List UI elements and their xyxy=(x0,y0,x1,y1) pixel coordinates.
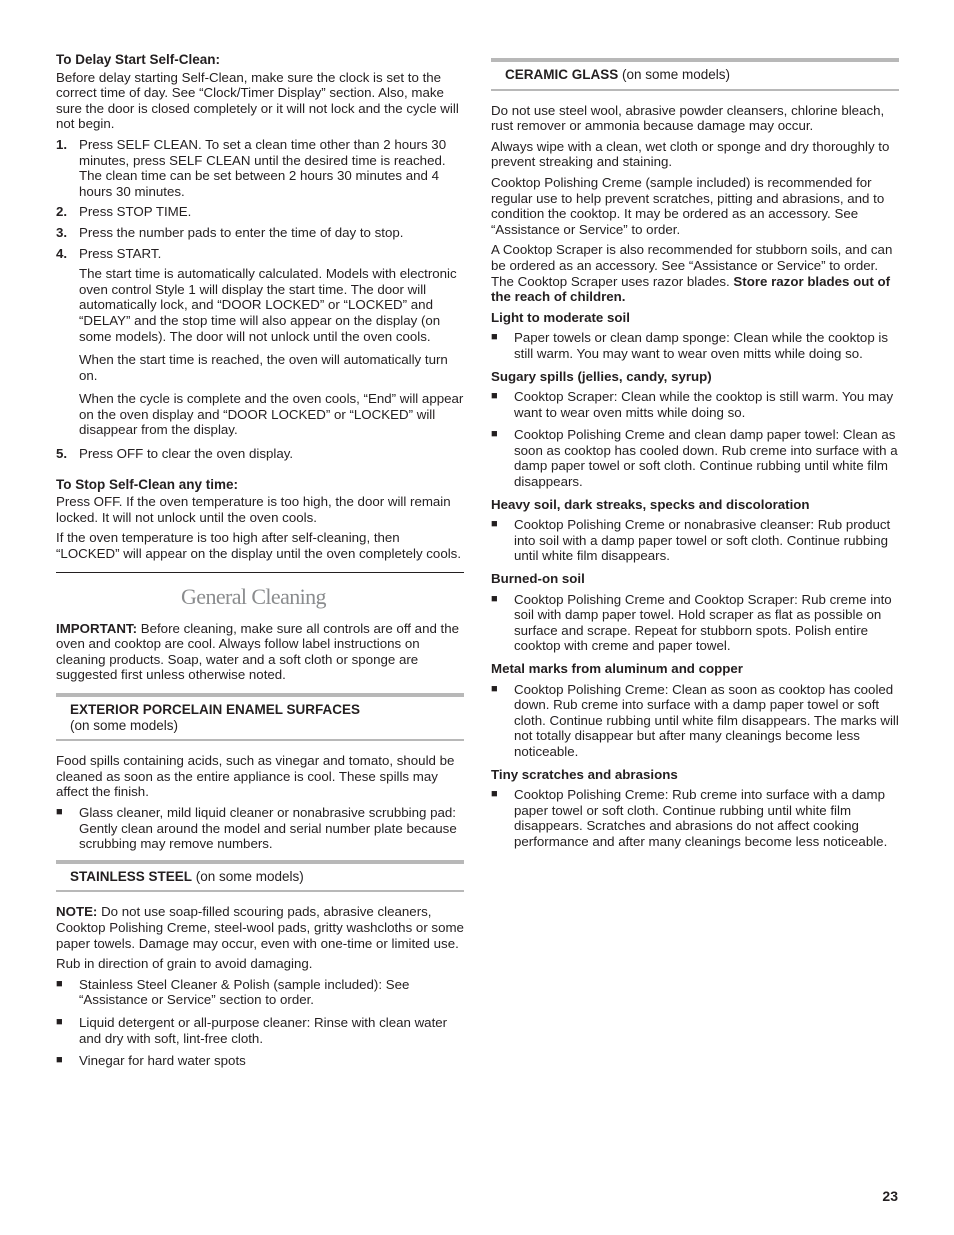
bullet-square-icon: ■ xyxy=(56,1054,63,1067)
bullet-square-icon: ■ xyxy=(56,805,63,818)
list-item xyxy=(56,1053,464,1069)
soil-heading: Tiny scratches and abrasions xyxy=(491,766,678,782)
list-item-text: Paper towels or clean damp sponge: Clean while the cooktop is still warm. You may want to wear oven mitts while doing so. xyxy=(514,330,889,361)
list-item xyxy=(491,517,899,564)
porcelain-text: Food spills containing acids, such as vinegar and tomato, should be cleaned as soon as the entire appliance is cool. These spills may affect the finish. xyxy=(56,753,455,800)
list-item xyxy=(491,592,899,654)
step-text: Press SELF CLEAN. To set a clean time other than 2 hours 30 minutes, press SELF CLEAN until the desired time is reached. The clean time can be set between 2 hours 30 minutes and 4 hours 30 minutes. xyxy=(79,136,447,199)
bullet-square-icon: ■ xyxy=(491,682,498,695)
step-number: 1. xyxy=(56,136,68,152)
step-text: Press STOP TIME. xyxy=(79,204,192,220)
bullet-square-icon: ■ xyxy=(56,977,63,990)
soil-bullets xyxy=(491,517,899,564)
section-title-note: (on some models) xyxy=(192,868,304,884)
ceramic-text: Do not use steel wool, abrasive powder cleansers, chlorine bleach, rust remover or ammonia because damage may occur. xyxy=(491,102,885,134)
step-text: Press OFF to clear the oven display. xyxy=(79,446,294,462)
step-item xyxy=(56,137,464,199)
delay-start-intro: Before delay starting Self-Clean, make sure the clock is set to the correct time of day. See “Clock/Timer Display” section. Also, make sure the door is closed completely or it will not lock and the cycle will not begin. xyxy=(56,69,459,132)
stop-self-clean-text: Press OFF. If the oven temperature is too high, the door will remain locked. It will not unlock until the oven cools. xyxy=(56,494,451,525)
bullet-square-icon: ■ xyxy=(491,390,498,403)
step-note: The start time is automatically calculated. Models with electronic oven control Style 1 will display the start time. The door will automatically lock, and “DOOR LOCKED” or “LOCKED” and “DELAY” and the stop time will also appear on the display (on some models). The door will not unlock until the oven cools. xyxy=(79,266,457,344)
delay-start-step-5 xyxy=(56,446,464,462)
ceramic-section-header xyxy=(491,58,899,91)
note-text: Do not use soap-filled scouring pads, abrasive cleaners, Cooktop Polishing Creme, steel-wool pads, gritty washcloths or some paper towels. Damage may occur, even with one-time or limited use. xyxy=(56,904,464,951)
step-item xyxy=(56,204,464,220)
soil-heading: Heavy soil, dark streaks, specks and discoloration xyxy=(491,496,810,512)
right-column xyxy=(491,58,899,857)
section-title-note: (on some models) xyxy=(70,717,179,733)
soil-heading: Burned-on soil xyxy=(491,571,585,587)
bullet-square-icon: ■ xyxy=(491,518,498,531)
list-item xyxy=(491,389,899,420)
soil-heading: Metal marks from aluminum and copper xyxy=(491,661,743,676)
list-item xyxy=(491,787,899,849)
stop-self-clean-heading: To Stop Self-Clean any time: xyxy=(56,476,239,492)
stainless-section-header xyxy=(56,860,464,893)
soil-bullets xyxy=(491,592,899,654)
list-item-text: Cooktop Polishing Creme and clean damp paper towel: Clean as soon as cooktop has cooled down. Rub creme into surface with a damp paper towel or soft cloth. Continue rubbing until white film disappears. xyxy=(514,427,898,490)
list-item-text: Cooktop Polishing Creme or nonabrasive cleanser: Rub product into soil with a damp paper towel or soft cloth. Continue rubbing until white film disappears. xyxy=(514,517,891,564)
important-paragraph xyxy=(56,621,464,683)
general-cleaning-title: General Cleaning xyxy=(181,583,326,609)
list-item xyxy=(56,977,464,1008)
soil-heading: Light to moderate soil xyxy=(491,309,630,325)
bullet-square-icon: ■ xyxy=(491,428,498,441)
step-note: When the cycle is complete and the oven cools, “End” will appear on the oven display and “DOOR LOCKED” or “LOCKED” will disappear from the display. xyxy=(79,391,464,438)
soil-heading: Sugary spills (jellies, candy, syrup) xyxy=(491,368,712,384)
porcelain-bullets xyxy=(56,805,464,852)
section-title: EXTERIOR PORCELAIN ENAMEL SURFACES xyxy=(70,702,361,717)
bullet-square-icon: ■ xyxy=(491,331,498,344)
list-item-text: Vinegar for hard water spots xyxy=(79,1053,246,1069)
note-label: NOTE: xyxy=(56,904,98,920)
bullet-square-icon: ■ xyxy=(491,592,498,605)
important-label: IMPORTANT: xyxy=(56,620,138,636)
step-item xyxy=(56,225,464,241)
list-item xyxy=(56,805,464,852)
stainless-bullets xyxy=(56,977,464,1069)
left-column xyxy=(56,52,464,1076)
soil-bullets xyxy=(491,330,899,361)
step-number: 2. xyxy=(56,204,68,220)
section-title: CERAMIC GLASS xyxy=(505,67,619,82)
list-item xyxy=(491,330,899,361)
list-item xyxy=(491,427,899,489)
step-item xyxy=(56,446,464,462)
list-item xyxy=(56,1015,464,1046)
stainless-note xyxy=(56,904,464,951)
list-item-text: Glass cleaner, mild liquid cleaner or nonabrasive scrubbing pad: Gently clean around the model and serial number plate because scrubbing may remove numbers. xyxy=(79,804,457,852)
delay-start-steps xyxy=(56,137,464,261)
soil-bullets xyxy=(491,682,899,760)
section-divider xyxy=(56,572,464,573)
step-text: Press START. xyxy=(79,245,162,261)
step-note: When the start time is reached, the oven will automatically turn on. xyxy=(79,352,448,383)
soil-bullets xyxy=(491,787,899,849)
page-number: 23 xyxy=(882,1188,898,1204)
stainless-text: Rub in direction of grain to avoid damaging. xyxy=(56,956,313,972)
ceramic-warning-bold: Store razor blades out of the reach of children. xyxy=(491,273,891,305)
porcelain-section-header xyxy=(56,693,464,741)
ceramic-warning xyxy=(491,242,899,304)
stop-self-clean-text: If the oven temperature is too high after self-cleaning, then “LOCKED” will appear on the display until the oven completely cools. xyxy=(56,530,462,562)
ceramic-text: Always wipe with a clean, wet cloth or sponge and dry thoroughly to prevent streaking and staining. xyxy=(491,138,890,170)
ceramic-text: Cooktop Polishing Creme (sample included) is recommended for regular use to help prevent scratches, pitting and abrasions, and to condition the cooktop. It may be ordered as an accessory. See “Assistance or Service” to order. xyxy=(491,174,885,237)
section-title: STAINLESS STEEL xyxy=(70,868,193,884)
list-item-text: Liquid detergent or all-purpose cleaner: Rinse with clean water and dry with soft, lint-free cloth. xyxy=(79,1014,448,1046)
step-text: Press the number pads to enter the time of day to stop. xyxy=(79,224,404,240)
ceramic-warning-text: A Cooktop Scraper is also recommended for stubborn soils, and can be ordered as an accessory. See “Assistance or Service” to order. The Cooktop Scraper uses razor blades. xyxy=(491,242,893,289)
list-item xyxy=(491,682,899,760)
step-number: 4. xyxy=(56,245,68,261)
bullet-square-icon: ■ xyxy=(56,1015,63,1028)
step-item xyxy=(56,246,464,262)
step-number: 5. xyxy=(56,446,68,462)
bullet-square-icon: ■ xyxy=(491,788,498,801)
step-number: 3. xyxy=(56,224,68,240)
important-text: Before cleaning, make sure all controls are off and the oven and cooktop are cool. Always follow label instructions on cleaning products. Soap, water and a soft cloth or sponge are suggested first unless otherwise noted. xyxy=(56,620,460,683)
delay-start-heading: To Delay Start Self-Clean: xyxy=(56,52,221,67)
list-item-text: Stainless Steel Cleaner & Polish (sample included): See “Assistance or Service” section to order. xyxy=(79,976,410,1008)
soil-bullets xyxy=(491,389,899,490)
list-item-text: Cooktop Polishing Creme: Rub creme into surface with a damp paper towel or soft cloth. Continue rubbing until white film disappears. Scratches and abrasions do not affect cooking performance and after many cleanings become less noticeable. xyxy=(514,787,888,849)
list-item-text: Cooktop Polishing Creme: Clean as soon as cooktop has cooled down. Rub creme into surface with a damp paper towel or soft cloth. Continue rubbing until white film disappears. The marks will not totally disappear but after many cleanings become less noticeable. xyxy=(514,681,899,759)
list-item-text: Cooktop Scraper: Clean while the cooktop is still warm. You may want to wear oven mitts while doing so. xyxy=(514,389,894,420)
list-item-text: Cooktop Polishing Creme and Cooktop Scraper: Rub creme into soil with damp paper towel. Hold scraper as flat as possible on surface and scrape. Repeat for stubborn spots. Polish entire cooktop with creme and paper towel. xyxy=(514,591,892,654)
section-title-note: (on some models) xyxy=(618,67,731,82)
